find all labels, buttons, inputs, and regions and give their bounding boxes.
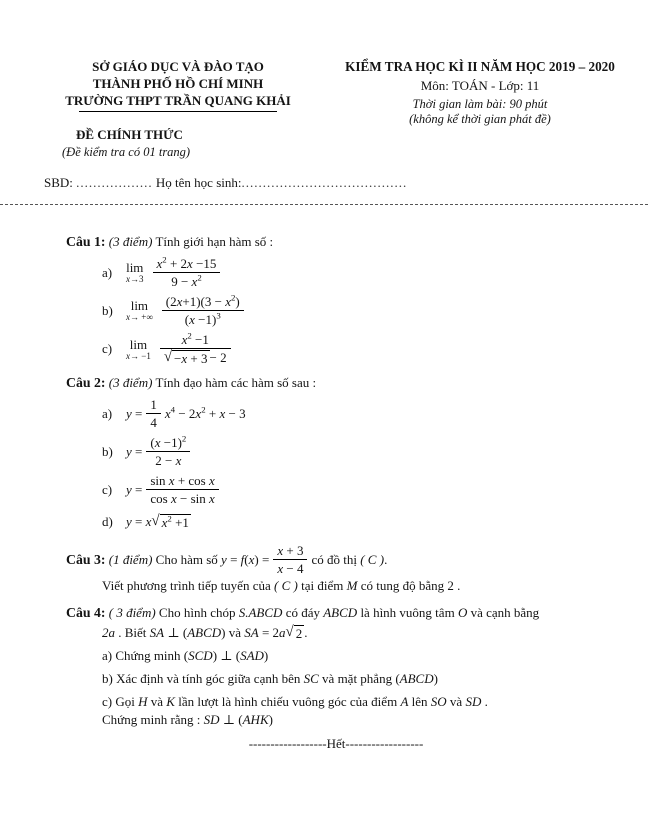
- question-1-prompt: Tính giới hạn hàm số :: [155, 234, 274, 249]
- exam-page-note: (Đề kiểm tra có 01 trang): [62, 145, 191, 159]
- subject-grade-line: Môn: TOÁN - Lớp: 11: [420, 78, 540, 93]
- question-2-prompt: Tính đạo hàm các hàm số sau :: [155, 375, 317, 390]
- page-header: [0, 0, 648, 160]
- q4-item-b: b) Xác định và tính góc giữa cạnh bên SC và mặt phẳng (ABCD): [102, 671, 438, 686]
- student-name-blank: .......................................: [241, 175, 408, 190]
- end-of-exam-marker: ------------------Hết------------------: [248, 736, 424, 751]
- question-3-points: (1 điểm): [108, 551, 153, 567]
- q2-item-c: c) y = $\frac{\text{sin x + cos x}}{\text{cos x − sin x}}$: [102, 473, 620, 506]
- header-left-block: [28, 58, 328, 160]
- fraction: $x^2 -1$ √ −x + 3 − 2: [160, 332, 231, 366]
- square-root: √ −x + 3: [163, 349, 208, 366]
- square-root: √ 2: [285, 624, 303, 641]
- school-name: TRƯỜNG THPT TRẦN QUANG KHẢI: [65, 93, 291, 113]
- limit-operator: lim x→ −1: [126, 336, 151, 361]
- limit-operator: lim x→ +∞: [126, 298, 153, 322]
- question-4-label: Câu 4:: [66, 605, 106, 620]
- radical-icon: √: [163, 349, 173, 365]
- q4-item-c: c) Gọi H và K lần lượt là hình chiếu vuông góc của điểm A lên SO và SD .: [102, 694, 488, 709]
- q2-item-a: a) y = $\frac{1}{4}$ $x^4 - 2x^2 + x - 3$: [102, 397, 246, 430]
- student-name-label: Họ tên học sinh:: [155, 175, 242, 190]
- exam-title: KIỂM TRA HỌC KÌ II NĂM HỌC 2019 – 2020: [345, 59, 615, 74]
- question-2-header: [66, 374, 620, 392]
- q1-item-c-label: c): [102, 341, 113, 356]
- fraction: $\frac{x + 3}{x - 4}$: [273, 543, 307, 576]
- duration-note: (không kể thời gian phát đề): [409, 112, 551, 126]
- radical-icon: √: [151, 513, 160, 529]
- q2-item-a-label: a): [102, 405, 113, 421]
- radical-icon: √: [285, 624, 294, 640]
- duration-line: Thời gian làm bài: 90 phút: [412, 97, 548, 111]
- q1-item-a: [102, 256, 620, 289]
- q4-item-a: a) Chứng minh (SCD) ⊥ (SAD): [102, 648, 269, 663]
- fraction: $\frac{1}{4}$: [146, 397, 161, 430]
- question-4-points: ( 3 điểm): [108, 605, 156, 620]
- fraction: $\frac{x^2 + 2x -15}{9 - x^2}$: [153, 256, 221, 289]
- question-1-points: (3 điểm): [108, 234, 153, 249]
- sbd-label: SBD:: [44, 175, 73, 190]
- q2-item-b: b) y = $\frac{(x -1)^2}{2 - x}$: [102, 435, 620, 468]
- header-right-block: [328, 58, 632, 160]
- question-3-task: Viết phương trình tiếp tuyến của ( C ) tại điểm M có tung độ bằng 2 .: [102, 578, 461, 593]
- official-exam-label: ĐỀ CHÍNH THỨC: [76, 127, 183, 142]
- fraction: $\frac{\text{sin x + cos x}}{\text{cos x − sin x}}$: [146, 473, 218, 506]
- question-1-header: [66, 233, 620, 251]
- question-2-points: (3 điểm): [108, 375, 153, 390]
- question-2-label: Câu 2:: [66, 375, 106, 390]
- department-line-2: THÀNH PHỐ HỒ CHÍ MINH: [92, 76, 264, 91]
- q2-item-d-label: d): [102, 514, 113, 529]
- exam-body: [0, 205, 648, 752]
- question-3-header: Câu 3: (1 điểm) Cho hàm số y = f(x) = $\frac{x + 3}{x - 4}$ có đồ thị ( C ).: [66, 543, 388, 576]
- limit-operator: lim x→3: [126, 260, 144, 284]
- q1-item-b-label: b): [102, 302, 113, 318]
- q2-item-d: d) y = x √ $x^2 +1$: [102, 513, 189, 530]
- question-4-statement: Cho hình chóp S.ABCD có đáy ABCD là hình vuông tâm O và cạnh bằng: [158, 605, 540, 620]
- q1-item-c: [102, 332, 620, 366]
- q4-item-c-line2: Chứng minh rằng : SD ⊥ (AHK): [102, 712, 273, 727]
- q2-item-c-label: c): [102, 481, 113, 497]
- q2-item-b-label: b): [102, 443, 113, 459]
- student-info-row: [0, 175, 648, 191]
- question-4-statement-line2: 2a . Biết SA ⊥ (ABCD) và SA = 2a √ 2 .: [102, 624, 308, 641]
- square-root: √ $x^2 +1$: [151, 513, 189, 530]
- department-line-1: SỞ GIÁO DỤC VÀ ĐÀO TẠO: [92, 59, 264, 74]
- fraction: $\frac{(2x+1)(3 - x^2)}{(x -1)^3}$: [162, 294, 244, 327]
- question-4-header: [66, 604, 620, 622]
- question-1-label: Câu 1:: [66, 234, 106, 249]
- question-3-label: Câu 3:: [66, 551, 106, 567]
- q1-item-a-label: a): [102, 264, 113, 280]
- sbd-blank: ..................: [76, 175, 153, 190]
- q1-item-b: [102, 294, 620, 327]
- fraction: $\frac{(x -1)^2}{2 - x}$: [146, 435, 190, 468]
